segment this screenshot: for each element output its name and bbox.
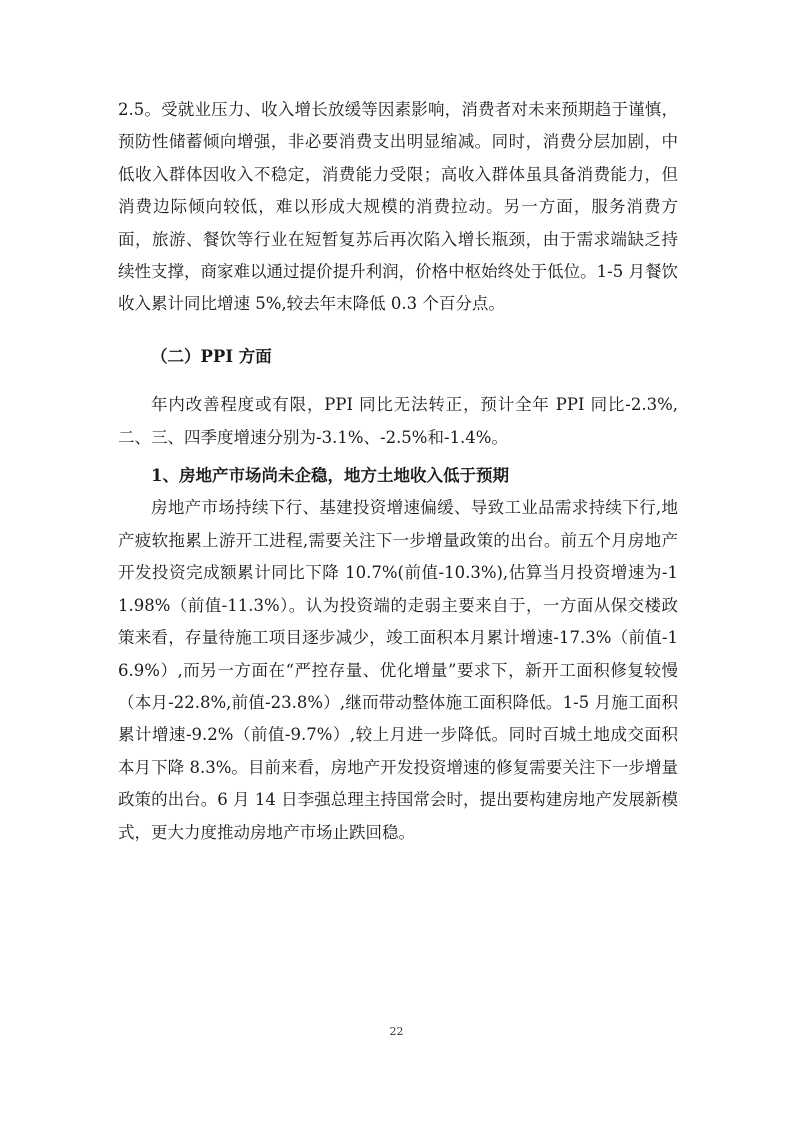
section-heading-ppi: （二）PPI 方面 (151, 346, 272, 366)
subsection-heading-real-estate: 1、房地产市场尚未企稳，地方土地收入低于预期 (151, 466, 509, 486)
paragraph-ppi-outlook: 年内改善程度或有限，PPI 同比无法转正，预计全年 PPI 同比-2.3%,二、三、四季度增速分别为-3.1%、-2.5%和-1.4%。 (118, 395, 678, 447)
paragraph-real-estate: 房地产市场持续下行、基建投资增速偏缓、导致工业品需求持续下行,地产疲软拖累上游开工进程,需要关注下一步增量政策的出台。前五个月房地产开发投资完成额累计同比下降 10.7%(前值-10.3%),估算当月投资增速为-11.98%（前值-11.3%）。认为投资端的走弱主要来自于，一方面从保交楼政策来看，存量待施工项目逐步减少，竣工面积本月累计增速-17.3%（前值-16.9%）,而另一方面在“严控存量、优化增量”要求下，新开工面积修复较慢（本月-22.8%,前值-23.8%）,继而带动整体施工面积降低。1-5 月施工面积累计增速-9.2%（前值-9.7%）,较上月进一步降低。同时百城土地成交面积本月下降 8.3%。目前来看，房地产开发投资增速的修复需要关注下一步增量政策的出台。6 月 14 日李强总理主持国常会时，提出要构建房地产发展新模式，更大力度推动房地产市场止跌回稳。 (118, 498, 678, 842)
paragraph-consumption: 2.5。受就业压力、收入增长放缓等因素影响，消费者对未来预期趋于谨慎，预防性储蓄倾向增强，非必要消费支出明显缩减。同时，消费分层加剧，中低收入群体因收入不稳定，消费能力受限；高收入群体虽具备消费能力，但消费边际倾向较低，难以形成大规模的消费拉动。另一方面，服务消费方面，旅游、餐饮等行业在短暂复苏后再次陷入增长瓶颈，由于需求端缺乏持续性支撑，商家难以通过提价提升利润，价格中枢始终处于低位。1-5 月餐饮收入累计同比增速 5%,较去年末降低 0.3 个百分点。 (118, 100, 678, 314)
page-content (118, 94, 678, 849)
page-number: 22 (389, 1025, 404, 1038)
